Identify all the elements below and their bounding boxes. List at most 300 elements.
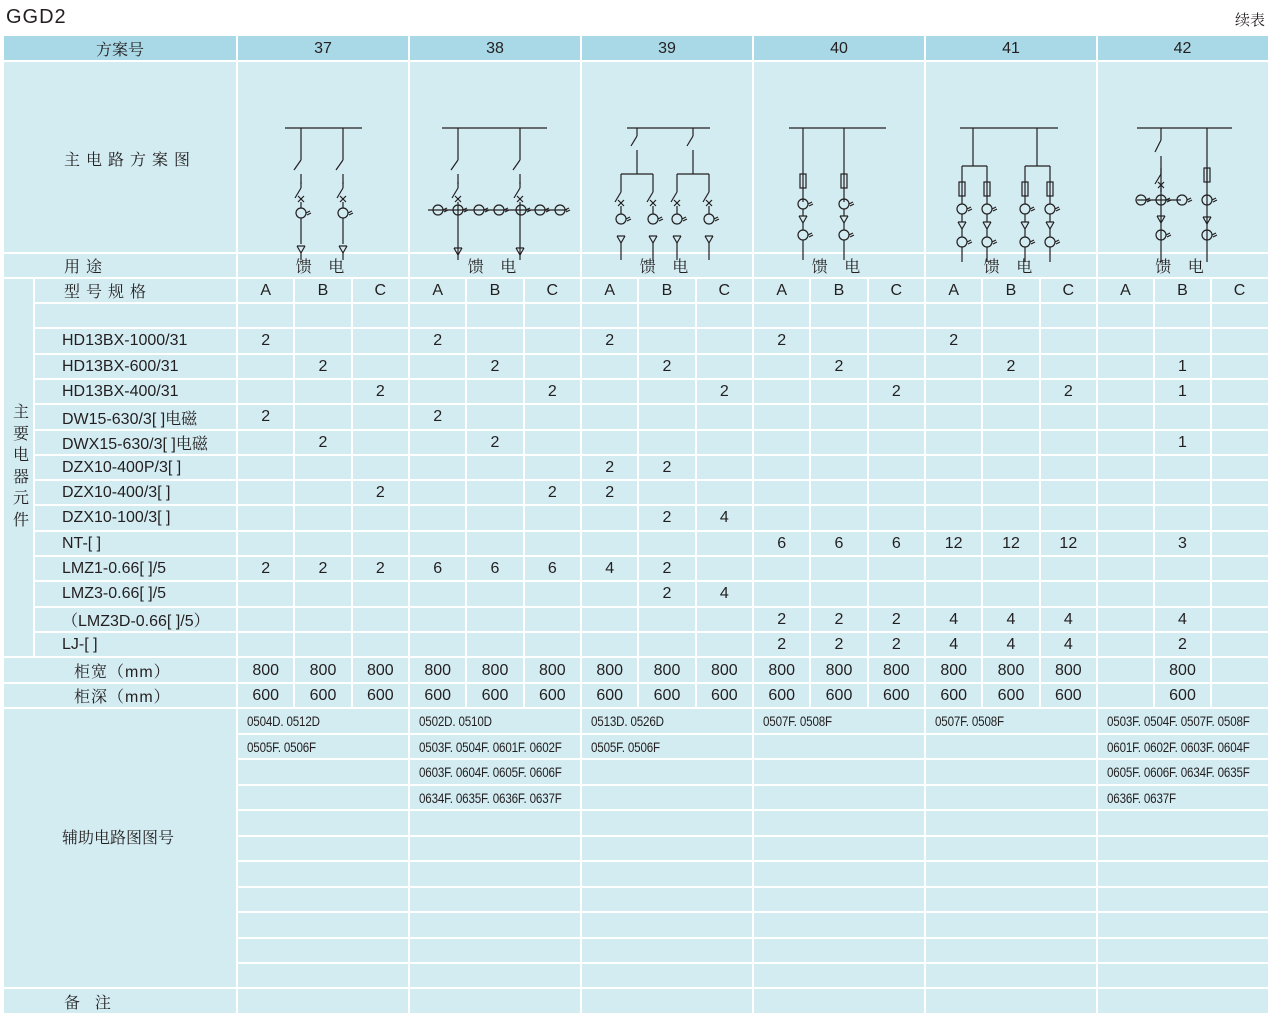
- component-qty: [1097, 430, 1154, 455]
- component-qty: [1154, 329, 1211, 354]
- component-qty: [581, 354, 638, 379]
- component-qty: [1211, 379, 1268, 404]
- component-qty: 4: [1178, 610, 1187, 628]
- component-qty: [466, 379, 523, 404]
- component-qty: [1040, 405, 1097, 430]
- component-qty: [753, 379, 810, 404]
- component-qty: [466, 405, 523, 430]
- aux-circuit-code: 0605F. 0606F. 0634F. 0635F: [1107, 765, 1250, 780]
- grid-hline: [4, 987, 1268, 989]
- component-qty: [638, 481, 695, 506]
- component-qty: [753, 430, 810, 455]
- component-qty: [352, 582, 409, 607]
- component-qty: 1: [1178, 382, 1187, 400]
- component-qty: [409, 582, 466, 607]
- component-qty: [1154, 455, 1211, 480]
- component-qty: 6: [777, 534, 787, 552]
- component-qty: [1097, 379, 1154, 404]
- component-qty: [1040, 304, 1097, 329]
- subcol-letter: B: [317, 281, 329, 299]
- component-qty: 2: [662, 458, 672, 476]
- component-qty: [982, 506, 1039, 531]
- subcol-letter: C: [890, 281, 903, 299]
- component-qty: 1: [1178, 433, 1187, 451]
- cabinet-width-value: 800: [710, 661, 738, 679]
- component-qty: [868, 557, 925, 582]
- component-qty: [925, 379, 982, 404]
- component-qty: [1097, 506, 1154, 531]
- component-qty: [638, 329, 695, 354]
- component-qty: [638, 531, 695, 556]
- component-qty: [982, 329, 1039, 354]
- component-qty: [237, 430, 294, 455]
- component-qty: [294, 329, 351, 354]
- aux-circuit-code: 0504D. 0512D: [247, 714, 320, 729]
- component-qty: [982, 379, 1039, 404]
- subcol-letter: A: [776, 281, 787, 299]
- aux-circuit-code: 0505F. 0506F: [247, 739, 316, 755]
- component-qty: [925, 304, 982, 329]
- component-qty: [1097, 531, 1154, 556]
- component-qty: 2: [318, 357, 328, 375]
- cabinet-depth-value: 600: [710, 686, 738, 704]
- component-name: HD13BX-1000/31: [62, 332, 188, 350]
- component-qty: 4: [949, 610, 959, 628]
- component-name: （LMZ3D-0.66[ ]/5）: [62, 613, 210, 631]
- component-qty: [352, 455, 409, 480]
- component-qty: 2: [662, 509, 672, 527]
- component-qty: [696, 304, 753, 329]
- cabinet-depth-value: 600: [252, 686, 280, 704]
- component-qty: 6: [834, 534, 844, 552]
- component-qty: [696, 607, 753, 632]
- cabinet-depth-value: 600: [940, 686, 968, 704]
- component-qty: 2: [375, 484, 385, 502]
- aux-circuit-code: 0603F. 0604F. 0605F. 0606F: [419, 765, 562, 780]
- component-name: LJ-[ ]: [62, 635, 98, 653]
- component-qty: [352, 329, 409, 354]
- component-qty: [352, 607, 409, 632]
- component-qty: 2: [261, 332, 271, 350]
- component-qty: 2: [891, 382, 901, 400]
- component-qty: [524, 354, 581, 379]
- component-qty: [868, 304, 925, 329]
- component-qty: [466, 455, 523, 480]
- component-qty: 2: [375, 560, 385, 577]
- component-qty: [409, 531, 466, 556]
- purpose-value: 馈 电: [811, 259, 867, 276]
- purpose-value: 馈 电: [295, 259, 351, 276]
- component-qty: 2: [433, 408, 443, 426]
- component-qty: [1154, 481, 1211, 506]
- component-qty: [294, 379, 351, 404]
- component-qty: [1097, 405, 1154, 430]
- cabinet-width-value: 800: [538, 661, 566, 679]
- component-qty: [524, 329, 581, 354]
- component-qty: [524, 405, 581, 430]
- component-qty: [868, 354, 925, 379]
- cabinet-width-label: 柜宽（mm）: [74, 664, 171, 681]
- component-name: NT-[ ]: [62, 534, 102, 552]
- component-qty: [466, 531, 523, 556]
- cabinet-width-value: 800: [768, 661, 796, 679]
- subcol-letter: B: [661, 281, 673, 299]
- component-qty: [294, 304, 351, 329]
- component-qty: [466, 506, 523, 531]
- component-qty: 2: [834, 357, 844, 375]
- component-qty: [581, 607, 638, 632]
- cabinet-width-value: 800: [997, 661, 1025, 679]
- cabinet-depth-label: 柜深（mm）: [74, 689, 171, 706]
- subcol-letter: A: [432, 281, 443, 299]
- component-qty: [524, 632, 581, 657]
- remarks-label: 备 注: [64, 994, 113, 1012]
- component-qty: 2: [261, 560, 271, 577]
- scheme-number: 41: [1002, 39, 1020, 57]
- cabinet-depth-value: 600: [481, 686, 509, 704]
- component-qty: [1211, 354, 1268, 379]
- component-qty: 4: [1006, 635, 1016, 653]
- component-qty: [409, 354, 466, 379]
- cabinet-width-value: 800: [1054, 661, 1082, 679]
- component-qty: [868, 582, 925, 607]
- component-qty: [1040, 582, 1097, 607]
- component-qty: [524, 304, 581, 329]
- component-qty: 2: [662, 357, 672, 375]
- component-qty: [925, 405, 982, 430]
- component-name: DZX10-400P/3[ ]: [62, 458, 182, 476]
- component-qty: [352, 405, 409, 430]
- component-qty: 2: [605, 458, 615, 476]
- component-qty: [982, 430, 1039, 455]
- scheme-number: 37: [314, 39, 332, 57]
- component-qty: [466, 607, 523, 632]
- circuit-diagram: [409, 62, 581, 252]
- component-qty: [696, 481, 753, 506]
- circuit-diagram: [1097, 62, 1269, 252]
- component-qty: [1097, 455, 1154, 480]
- component-qty: [810, 329, 867, 354]
- component-qty: [1211, 405, 1268, 430]
- circuit-diagram: [925, 62, 1097, 252]
- circuit-diagram: [753, 62, 925, 252]
- component-qty: [810, 506, 867, 531]
- component-qty: [696, 557, 753, 582]
- component-qty: [753, 405, 810, 430]
- cabinet-depth-value: 600: [1169, 686, 1196, 704]
- subcol-letter: B: [833, 281, 845, 299]
- component-qty: 2: [834, 610, 844, 628]
- continued-label: 续表: [1234, 11, 1265, 29]
- cabinet-depth-value: 600: [366, 686, 394, 704]
- cabinet-depth-value: 600: [309, 686, 337, 704]
- cabinet-width-value: 800: [424, 661, 452, 679]
- component-qty: [352, 632, 409, 657]
- component-qty: [1040, 455, 1097, 480]
- component-qty: [868, 430, 925, 455]
- component-qty: 4: [605, 560, 615, 577]
- component-qty: 6: [490, 560, 500, 577]
- component-qty: [753, 354, 810, 379]
- scheme-no-label: 方案号: [96, 42, 145, 59]
- aux-circuit-code: 0507F. 0508F: [763, 714, 832, 729]
- component-qty: [294, 405, 351, 430]
- subcol-letter: A: [260, 281, 271, 299]
- component-qty: [581, 632, 638, 657]
- component-qty: 12: [944, 534, 963, 552]
- component-qty: [581, 430, 638, 455]
- component-qty: [237, 304, 294, 329]
- component-qty: [294, 607, 351, 632]
- component-qty: 4: [719, 585, 729, 603]
- component-qty: [581, 379, 638, 404]
- component-qty: 6: [547, 560, 557, 577]
- cabinet-depth-value: 600: [768, 686, 796, 704]
- component-qty: [1097, 304, 1154, 329]
- cabinet-width-value: 800: [596, 661, 624, 679]
- component-qty: 2: [777, 610, 787, 628]
- grid-vline: [33, 278, 35, 658]
- component-qty: [638, 632, 695, 657]
- component-qty: [409, 304, 466, 329]
- cabinet-width-value: 800: [481, 661, 509, 679]
- component-qty: [409, 506, 466, 531]
- aux-circuit-code: 0502D. 0510D: [419, 714, 492, 729]
- main-components-label: 主要电器元件: [12, 402, 29, 529]
- component-qty: [1211, 531, 1268, 556]
- component-name: DZX10-100/3[ ]: [62, 509, 171, 527]
- component-qty: [638, 430, 695, 455]
- component-qty: [1211, 506, 1268, 531]
- component-qty: [1211, 304, 1268, 329]
- component-qty: [294, 481, 351, 506]
- component-name: LMZ3-0.66[ ]/5: [62, 585, 167, 603]
- component-qty: [810, 455, 867, 480]
- component-qty: [466, 582, 523, 607]
- cabinet-depth-value: 600: [1054, 686, 1082, 704]
- aux-circuit-code: 0505F. 0506F: [591, 739, 660, 755]
- subcol-letter: C: [374, 281, 387, 299]
- component-qty: 2: [834, 635, 844, 653]
- component-qty: [982, 405, 1039, 430]
- component-qty: [696, 405, 753, 430]
- component-qty: [925, 557, 982, 582]
- component-qty: [638, 405, 695, 430]
- component-qty: [294, 506, 351, 531]
- component-qty: [237, 379, 294, 404]
- component-qty: [294, 582, 351, 607]
- component-qty: [810, 379, 867, 404]
- component-name: LMZ1-0.66[ ]/5: [62, 560, 167, 577]
- component-qty: [696, 632, 753, 657]
- component-qty: [925, 430, 982, 455]
- component-qty: 2: [490, 433, 500, 451]
- component-qty: [524, 531, 581, 556]
- component-qty: 2: [891, 635, 901, 653]
- component-qty: [1211, 481, 1268, 506]
- component-qty: [409, 379, 466, 404]
- component-qty: [466, 304, 523, 329]
- component-qty: [581, 405, 638, 430]
- aux-circuit-code: 0503F. 0504F. 0601F. 0602F: [419, 739, 562, 755]
- component-qty: [982, 582, 1039, 607]
- component-qty: 3: [1178, 534, 1187, 552]
- component-name: DW15-630/3[ ]电磁: [62, 410, 198, 428]
- cabinet-width-value: 800: [366, 661, 394, 679]
- component-qty: 12: [1059, 534, 1078, 552]
- component-qty: 4: [1006, 610, 1016, 628]
- cabinet-depth-value: 600: [653, 686, 681, 704]
- component-qty: [925, 582, 982, 607]
- component-qty: [925, 455, 982, 480]
- component-qty: [1154, 557, 1211, 582]
- cabinet-width-value: 800: [940, 661, 968, 679]
- component-qty: [638, 607, 695, 632]
- component-name: DWX15-630/3[ ]电磁: [62, 436, 208, 453]
- aux-circuit-code: 0513D. 0526D: [591, 714, 664, 729]
- component-qty: [696, 455, 753, 480]
- component-qty: [352, 430, 409, 455]
- component-qty: [1097, 329, 1154, 354]
- cabinet-depth-value: 600: [538, 686, 566, 704]
- cabinet-depth-value: 600: [882, 686, 910, 704]
- component-qty: [581, 531, 638, 556]
- component-qty: 6: [433, 560, 443, 577]
- component-qty: [1211, 582, 1268, 607]
- component-qty: [1097, 582, 1154, 607]
- component-qty: 2: [318, 433, 328, 451]
- aux-circuit-code: 0636F. 0637F: [1107, 790, 1176, 806]
- component-qty: [810, 304, 867, 329]
- component-qty: 2: [891, 610, 901, 628]
- component-qty: [1154, 304, 1211, 329]
- component-qty: 2: [605, 484, 615, 502]
- scheme-number: 39: [658, 39, 676, 57]
- component-qty: [294, 531, 351, 556]
- component-name: DZX10-400/3[ ]: [62, 484, 171, 502]
- component-qty: [237, 582, 294, 607]
- main-circuit-label: 主电路方案图: [64, 152, 197, 169]
- component-qty: 2: [777, 332, 787, 350]
- component-qty: 2: [662, 560, 672, 577]
- component-qty: [868, 455, 925, 480]
- cabinet-width-value: 800: [309, 661, 337, 679]
- component-qty: 2: [949, 332, 959, 350]
- aux-circuit-code: 0507F. 0508F: [935, 714, 1004, 729]
- circuit-diagram: [237, 62, 409, 252]
- component-qty: 2: [1006, 357, 1016, 375]
- component-qty: 1: [1178, 357, 1187, 375]
- component-qty: [868, 405, 925, 430]
- component-qty: [982, 304, 1039, 329]
- component-qty: 2: [605, 332, 615, 350]
- component-qty: 4: [719, 509, 729, 527]
- component-qty: [524, 607, 581, 632]
- purpose-value: 馈 电: [983, 259, 1039, 276]
- cabinet-depth-value: 600: [825, 686, 853, 704]
- component-qty: [581, 506, 638, 531]
- component-qty: [237, 506, 294, 531]
- component-qty: [294, 632, 351, 657]
- subcol-letter: C: [1062, 281, 1075, 299]
- component-qty: [581, 304, 638, 329]
- component-name: HD13BX-400/31: [62, 382, 179, 400]
- aux-circuit-code: 0601F. 0602F. 0603F. 0604F: [1107, 739, 1250, 755]
- component-qty: [1211, 607, 1268, 632]
- component-qty: [1040, 506, 1097, 531]
- component-qty: [352, 506, 409, 531]
- cabinet-depth-value: 600: [596, 686, 624, 704]
- component-qty: [696, 354, 753, 379]
- aux-circuit-code: 0503F. 0504F. 0507F. 0508F: [1107, 714, 1250, 729]
- component-qty: [409, 430, 466, 455]
- component-qty: 6: [891, 534, 901, 552]
- component-qty: 2: [490, 357, 500, 375]
- component-qty: [466, 481, 523, 506]
- subcol-letter: B: [1177, 281, 1188, 299]
- component-qty: 2: [261, 408, 271, 426]
- scheme-table: [4, 36, 1268, 1013]
- component-qty: [237, 632, 294, 657]
- purpose-value: 馈 电: [467, 259, 523, 276]
- component-qty: [1154, 405, 1211, 430]
- component-qty: 2: [719, 382, 729, 400]
- component-qty: [524, 430, 581, 455]
- component-qty: [1097, 354, 1154, 379]
- component-qty: [1154, 506, 1211, 531]
- component-qty: [810, 481, 867, 506]
- component-qty: [409, 632, 466, 657]
- subcol-letter: A: [948, 281, 959, 299]
- component-qty: [810, 430, 867, 455]
- component-qty: [1154, 582, 1211, 607]
- component-qty: [753, 582, 810, 607]
- component-qty: [810, 557, 867, 582]
- component-qty: [409, 607, 466, 632]
- component-qty: 2: [1178, 635, 1187, 653]
- subcol-letter: A: [1120, 281, 1131, 299]
- component-qty: [810, 405, 867, 430]
- component-qty: [237, 354, 294, 379]
- component-qty: [696, 329, 753, 354]
- component-qty: 2: [318, 560, 328, 577]
- component-qty: [925, 354, 982, 379]
- component-qty: 2: [662, 585, 672, 603]
- component-qty: [237, 481, 294, 506]
- component-qty: [696, 430, 753, 455]
- subcol-letter: B: [1005, 281, 1017, 299]
- model-spec-label: 型号规格: [64, 284, 153, 301]
- component-qty: [1097, 607, 1154, 632]
- component-qty: [294, 455, 351, 480]
- scheme-number: 42: [1173, 39, 1192, 57]
- component-qty: [1097, 557, 1154, 582]
- cabinet-depth-value: 600: [997, 686, 1025, 704]
- component-qty: [1040, 354, 1097, 379]
- component-qty: [581, 582, 638, 607]
- component-qty: [1097, 632, 1154, 657]
- component-qty: [409, 481, 466, 506]
- component-qty: [409, 455, 466, 480]
- component-qty: [466, 632, 523, 657]
- purpose-value: 馈 电: [1155, 259, 1210, 276]
- component-qty: [868, 481, 925, 506]
- component-qty: 2: [777, 635, 787, 653]
- component-qty: 4: [1063, 610, 1073, 628]
- component-qty: [982, 481, 1039, 506]
- component-qty: 4: [949, 635, 959, 653]
- aux-circuit-code: 0634F. 0635F. 0636F. 0637F: [419, 790, 562, 806]
